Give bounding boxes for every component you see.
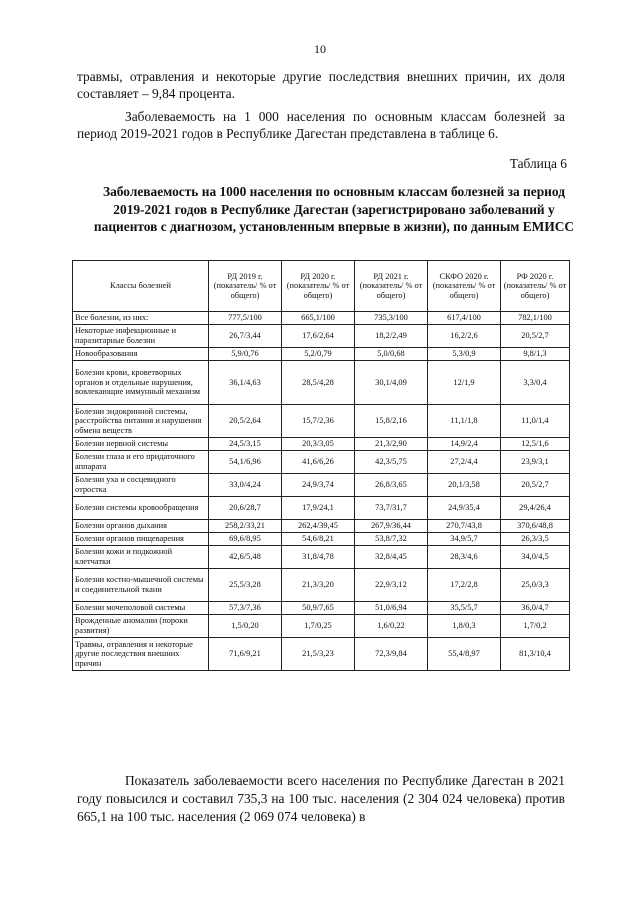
value-cell: 20,5/2,7: [501, 474, 570, 497]
value-cell: 17,6/2,64: [282, 325, 355, 348]
value-cell: 55,4/8,97: [428, 638, 501, 671]
value-cell: 34,9/5,7: [428, 533, 501, 546]
value-cell: 11,1/1,8: [428, 405, 501, 438]
value-cell: 22,9/3,12: [355, 569, 428, 602]
table-row: [73, 348, 570, 361]
paragraph-conclusion: Показатель заболеваемости всего населения по Республике Дагестан в 2021 году повысился и составил 735,3 на 100 тыс. населения (2 304 024 человека) против 665,1 на 100 тыс. населения (2 069 074 человека) в: [77, 773, 565, 824]
header-disease-class: Классы болезней: [73, 261, 209, 312]
value-cell: 17,9/24,1: [282, 497, 355, 520]
value-cell: 26,8/3,65: [355, 474, 428, 497]
header-rd-2021: РД 2021 г. (показатель/ % от общего): [355, 261, 428, 312]
value-cell: 270,7/43,8: [428, 520, 501, 533]
value-cell: 26,3/3,5: [501, 533, 570, 546]
paragraph-intro-2: Заболеваемость на 1 000 населения по основным классам болезней за период 2019-2021 годов в Республике Дагестан представлена в таблице 6.: [77, 109, 565, 141]
value-cell: 24,5/3,15: [209, 438, 282, 451]
value-cell: 69,6/8,95: [209, 533, 282, 546]
table-row: [73, 361, 570, 405]
table-row: [73, 405, 570, 438]
value-cell: 32,8/4,45: [355, 546, 428, 569]
table-row: [73, 474, 570, 497]
disease-class-cell: Болезни глаза и его придаточного аппарата: [73, 451, 209, 474]
disease-class-cell: Врожденные аномалии (пороки развития): [73, 615, 209, 638]
value-cell: 71,6/9,21: [209, 638, 282, 671]
disease-class-cell: Болезни органов дыхания: [73, 520, 209, 533]
value-cell: 72,3/9,84: [355, 638, 428, 671]
value-cell: 14,9/2,4: [428, 438, 501, 451]
value-cell: 665,1/100: [282, 312, 355, 325]
value-cell: 5,3/0,9: [428, 348, 501, 361]
value-cell: 25,5/3,28: [209, 569, 282, 602]
value-cell: 81,3/10,4: [501, 638, 570, 671]
value-cell: 15,8/2,16: [355, 405, 428, 438]
disease-class-cell: Болезни нервной системы: [73, 438, 209, 451]
value-cell: 27,2/4,4: [428, 451, 501, 474]
value-cell: 5,2/0,79: [282, 348, 355, 361]
paragraph-intro-1: травмы, отравления и некоторые другие последствия внешних причин, их доля составляет – 9,84 процента.: [77, 69, 565, 101]
table-row: [73, 312, 570, 325]
table-row: [73, 438, 570, 451]
value-cell: 20,1/3,58: [428, 474, 501, 497]
table-row: [73, 497, 570, 520]
disease-class-cell: Травмы, отравления и некоторые другие последствия внешних причин: [73, 638, 209, 671]
value-cell: 5,0/0,68: [355, 348, 428, 361]
value-cell: 20,3/3,05: [282, 438, 355, 451]
value-cell: 735,3/100: [355, 312, 428, 325]
value-cell: 617,4/100: [428, 312, 501, 325]
value-cell: 28,3/4,6: [428, 546, 501, 569]
value-cell: 53,8/7,32: [355, 533, 428, 546]
table-row: [73, 451, 570, 474]
header-skfo-2020: СКФО 2020 г. (показатель/ % от общего): [428, 261, 501, 312]
value-cell: 15,7/2,36: [282, 405, 355, 438]
value-cell: 25,0/3,3: [501, 569, 570, 602]
disease-class-cell: Новообразования: [73, 348, 209, 361]
value-cell: 18,2/2,49: [355, 325, 428, 348]
table-row: [73, 325, 570, 348]
value-cell: 50,9/7,65: [282, 602, 355, 615]
value-cell: 20,6/28,7: [209, 497, 282, 520]
value-cell: 36,1/4,63: [209, 361, 282, 405]
value-cell: 370,6/48,8: [501, 520, 570, 533]
value-cell: 16,2/2,6: [428, 325, 501, 348]
value-cell: 24,9/3,74: [282, 474, 355, 497]
value-cell: 12/1,9: [428, 361, 501, 405]
table-row: [73, 533, 570, 546]
value-cell: 29,4/26,4: [501, 497, 570, 520]
value-cell: 20,5/2,64: [209, 405, 282, 438]
table-row: [73, 602, 570, 615]
value-cell: 21,5/3,23: [282, 638, 355, 671]
value-cell: 73,7/31,7: [355, 497, 428, 520]
value-cell: 258,2/33,21: [209, 520, 282, 533]
value-cell: 51,0/6,94: [355, 602, 428, 615]
value-cell: 57,3/7,36: [209, 602, 282, 615]
value-cell: 11,0/1,4: [501, 405, 570, 438]
table-title: Заболеваемость на 1000 населения по основным классам болезней за период 2019-2021 годов в Республике Дагестан (зарегистрировано заболеваний у пациентов с диагнозом, установленным впервые в жизни), по данным ЕМИСС: [93, 184, 575, 234]
table-header-row: [73, 261, 570, 312]
value-cell: 9,8/1,3: [501, 348, 570, 361]
table-label: Таблица 6: [509, 156, 567, 171]
page-number: 10: [314, 42, 326, 56]
table-row: [73, 546, 570, 569]
disease-class-cell: Болезни кожи и подкожной клетчатки: [73, 546, 209, 569]
value-cell: 262,4/39,45: [282, 520, 355, 533]
table-row: [73, 520, 570, 533]
disease-class-cell: Болезни мочеполовой системы: [73, 602, 209, 615]
disease-class-cell: Некоторые инфекционные и паразитарные болезни: [73, 325, 209, 348]
value-cell: 5,9/0,76: [209, 348, 282, 361]
header-rd-2019: РД 2019 г. (показатель/ % от общего): [209, 261, 282, 312]
value-cell: 54,6/8,21: [282, 533, 355, 546]
value-cell: 1,7/0,25: [282, 615, 355, 638]
value-cell: 31,8/4,78: [282, 546, 355, 569]
header-rf-2020: РФ 2020 г. (показатель/ % от общего): [501, 261, 570, 312]
value-cell: 782,1/100: [501, 312, 570, 325]
value-cell: 33,0/4,24: [209, 474, 282, 497]
value-cell: 28,5/4,28: [282, 361, 355, 405]
value-cell: 267,9/36,44: [355, 520, 428, 533]
value-cell: 24,9/35,4: [428, 497, 501, 520]
table-row: [73, 638, 570, 671]
value-cell: 35,5/5,7: [428, 602, 501, 615]
disease-class-cell: Болезни костно-мышечной системы и соединительной ткани: [73, 569, 209, 602]
table-row: [73, 569, 570, 602]
value-cell: 42,6/5,48: [209, 546, 282, 569]
disease-class-cell: Болезни уха и сосцевидного отростка: [73, 474, 209, 497]
value-cell: 36,0/4,7: [501, 602, 570, 615]
value-cell: 54,1/6,96: [209, 451, 282, 474]
value-cell: 30,1/4,09: [355, 361, 428, 405]
value-cell: 17,2/2,8: [428, 569, 501, 602]
value-cell: 26,7/3,44: [209, 325, 282, 348]
value-cell: 1,7/0,2: [501, 615, 570, 638]
disease-class-cell: Болезни органов пищеварения: [73, 533, 209, 546]
disease-class-cell: Болезни крови, кроветворных органов и отдельные нарушения, вовлекающие иммунный механизм: [73, 361, 209, 405]
table-row: [73, 615, 570, 638]
value-cell: 21,3/2,90: [355, 438, 428, 451]
morbidity-table: [72, 260, 570, 671]
value-cell: 23,9/3,1: [501, 451, 570, 474]
header-rd-2020: РД 2020 г. (показатель/ % от общего): [282, 261, 355, 312]
value-cell: 1,5/0,20: [209, 615, 282, 638]
disease-class-cell: Все болезни, из них:: [73, 312, 209, 325]
value-cell: 1,6/0,22: [355, 615, 428, 638]
value-cell: 41,6/6,26: [282, 451, 355, 474]
value-cell: 42,3/5,75: [355, 451, 428, 474]
disease-class-cell: Болезни эндокринной системы, расстройства питания и нарушения обмена веществ: [73, 405, 209, 438]
value-cell: 34,0/4,5: [501, 546, 570, 569]
value-cell: 777,5/100: [209, 312, 282, 325]
value-cell: 3,3/0,4: [501, 361, 570, 405]
value-cell: 1,8/0,3: [428, 615, 501, 638]
value-cell: 21,3/3,20: [282, 569, 355, 602]
disease-class-cell: Болезни системы кровообращения: [73, 497, 209, 520]
value-cell: 12,5/1,6: [501, 438, 570, 451]
value-cell: 20,5/2,7: [501, 325, 570, 348]
